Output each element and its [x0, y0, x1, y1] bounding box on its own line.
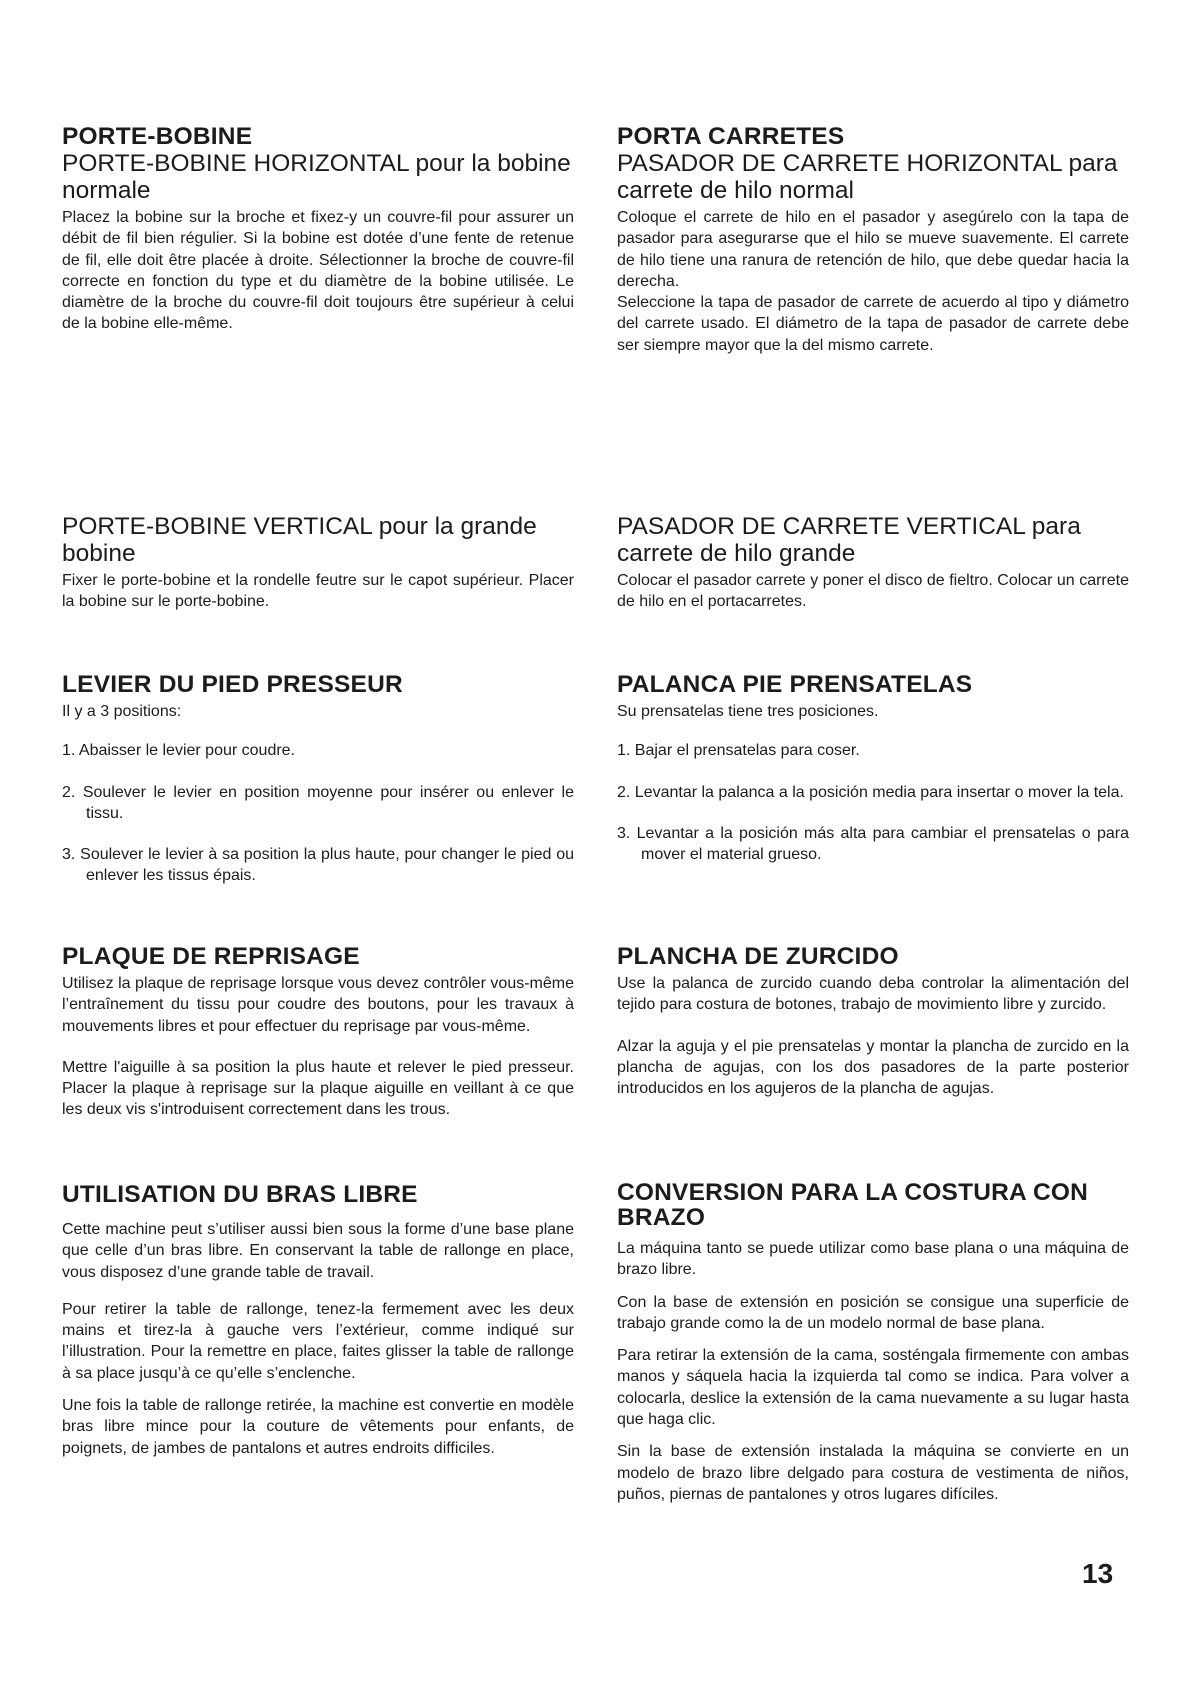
es-presser-title: PALANCA PIE PRENSATELAS [617, 671, 973, 698]
fr-vertical-subtitle: PORTE-BOBINE VERTICAL pour la grande bobine [62, 513, 537, 567]
fr-darning-p2: Mettre l'aiguille à sa position la plus haute et relever le pied presseur. Placer la plaque à reprisage sur la plaque aiguille en veillant à ce que les deux vis s'introduisent correctement dans les trous. [62, 1058, 574, 1119]
es-freearm-p1: La máquina tanto se puede utilizar como base plana o una máquina de brazo libre. [617, 1240, 1129, 1279]
fr-presser-section [62, 671, 574, 887]
list-item: 2. Levantar la palanca a la posición media para insertar o mover la tela. [617, 783, 1124, 801]
fr-spool-subtitle: PORTE-BOBINE HORIZONTAL pour la bobine normale [62, 150, 571, 204]
es-spool-subtitle: PASADOR DE CARRETE HORIZONTAL para carrete de hilo normal [617, 150, 1118, 204]
es-freearm-p4: Sin la base de extensión instalada la máquina se convierte en un modelo de brazo libre delgado para costura de vestimenta de niños, puños, piernas de pantalones y otros lugares difíciles. [617, 1443, 1129, 1503]
es-freearm-p2: Con la base de extensión en posición se consigue una superficie de trabajo grande como la de un modelo normal de base plana. [617, 1293, 1129, 1332]
es-vertical-subtitle: PASADOR DE CARRETE VERTICAL para carrete de hilo grande [617, 513, 1081, 567]
fr-freearm-p1: Cette machine peut s’utiliser aussi bien sous la forme d’une base plane que celle d’un bras libre. En conservant la table de rallonge en place, vous disposez d’une grande table de travail. [62, 1221, 574, 1281]
list-item: 3. Levantar a la posición más alta para cambiar el prensatelas o para mover el material grueso. [617, 824, 1129, 864]
french-column [62, 0, 574, 1684]
es-freearm-p3: Para retirar la extensión de la cama, sosténgala firmemente con ambas manos y sáquela hacia la izquierda tal como se indica. Para volver a colocarla, deslice la extensión de la cama nuevamente a su lugar hasta que haga clic. [617, 1347, 1129, 1429]
es-vertical-body: Colocar el pasador carrete y poner el disco de fieltro. Colocar un carrete de hilo en el portacarretes. [617, 572, 1129, 611]
es-darning-section [617, 943, 1129, 1099]
es-freearm-section [617, 1180, 1129, 1505]
es-freearm-title: CONVERSION PARA LA COSTURA CON BRAZO [617, 1179, 1089, 1231]
es-darning-p1: Use la palanca de zurcido cuando deba controlar la alimentación del tejido para costura de botones, trabajo de movimiento libre y zurcido. [617, 975, 1129, 1014]
list-item: 3. Soulever le levier à sa position la plus haute, pour changer le pied ou enlever les tissus épais. [62, 846, 574, 885]
fr-presser-list [62, 740, 574, 886]
es-spool-p1: Coloque el carrete de hilo en el pasador y asegúrelo con la tapa de pasador para asegurarse que el hilo se mueve suavemente. El carrete de hilo tiene una ranura de retención de hilo, que debe quedar hacia la derecha. [617, 209, 1129, 290]
fr-freearm-p2: Pour retirer la table de rallonge, tenez-la fermement avec les deux mains et tirez-la à gauche vers l’extérieur, comme indiqué sur l’illustration. Pour la remettre en place, faites glisser la table de rallonge à sa place jusqu’à ce qu’elle s’enclenche. [62, 1300, 574, 1382]
es-presser-section [617, 671, 1129, 865]
es-vertical-section [617, 513, 1129, 613]
list-item: 1. Bajar el prensatelas para coser. [617, 742, 860, 760]
fr-darning-title: PLAQUE DE REPRISAGE [62, 943, 360, 970]
es-spool-title: PORTA CARRETES [617, 123, 845, 150]
fr-vertical-section [62, 513, 574, 613]
es-darning-title: PLANCHA DE ZURCIDO [617, 943, 899, 970]
page-number: 13 [1082, 1558, 1114, 1589]
es-presser-intro: Su prensatelas tiene tres posiciones. [617, 703, 879, 720]
es-spool-section [617, 123, 1129, 356]
fr-darning-section [62, 943, 574, 1121]
fr-spool-section [62, 123, 574, 335]
spanish-column [617, 0, 1129, 1684]
list-item: 1. Abaisser le levier pour coudre. [62, 742, 296, 760]
fr-freearm-title: UTILISATION DU BRAS LIBRE [62, 1181, 418, 1208]
fr-spool-title: PORTE-BOBINE [62, 123, 253, 150]
es-spool-p2: Seleccione la tapa de pasador de carrete de acuerdo al tipo y diámetro del carrete usado. El diámetro de la tapa de pasador de carrete debe ser siempre mayor que la del mismo carrete. [617, 294, 1129, 354]
fr-darning-p1: Utilisez la plaque de reprisage lorsque vous devez contrôler vous-même l’entraînement du tissu pour coudre des boutons, pour les travaux à mouvements libres et pour effectuer du reprisage par vous-même. [62, 975, 574, 1035]
list-item: 2. Soulever le levier en position moyenne pour insérer ou enlever le tissu. [62, 783, 574, 822]
fr-freearm-section [62, 1181, 574, 1459]
fr-spool-body: Placez la bobine sur la broche et fixez-y un couvre-fil pour assurer un débit de fil bien régulier. Si la bobine est dotée d’une fente de retenue de fil, elle doit être placée à droite. Sélectionner la broche de couvre-fil correcte en fonction du type et du diamètre de la bobine utilisée. Le diamètre de la broche du couvre-fil doit toujours être supérieur à celui de la bobine elle-même. [62, 209, 574, 333]
fr-vertical-body: Fixer le porte-bobine et la rondelle feutre sur le capot supérieur. Placer la bobine sur le porte-bobine. [62, 572, 574, 611]
fr-presser-intro: Il y a 3 positions: [62, 703, 182, 720]
es-darning-p2: Alzar la aguja y el pie prensatelas y montar la plancha de zurcido en la plancha de agujas, con los dos pasadores de la parte posterior introducidos en los agujeros de la plancha de agujas. [617, 1037, 1129, 1098]
fr-freearm-p3: Une fois la table de rallonge retirée, la machine est convertie en modèle bras libre mince pour la couture de vêtements pour enfants, de poignets, de jambes de pantalons et autres endroits difficiles. [62, 1397, 574, 1457]
fr-presser-title: LEVIER DU PIED PRESSEUR [62, 671, 403, 698]
es-presser-list [617, 740, 1129, 865]
